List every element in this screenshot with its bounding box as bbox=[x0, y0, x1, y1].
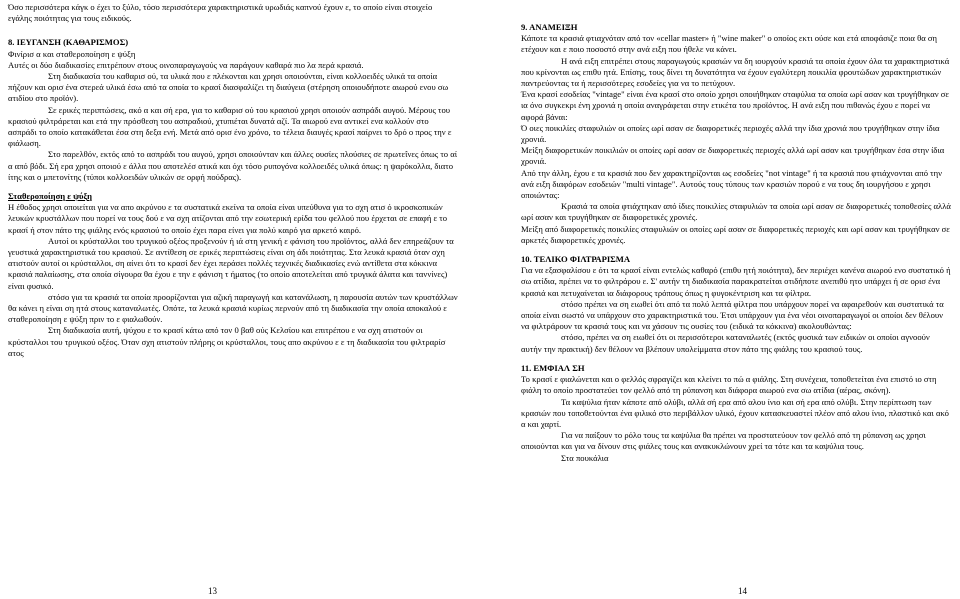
paragraph: Όσο περισσότερα κάγκ ο έχει το ξύλο, τόσο περισσότερα χαρακτηριστικά υρωδιάς καπνού έχουν ε, το οποίο είναι στοιχείο εγάλης ποιότητας για τους ειδικούς. bbox=[8, 2, 433, 24]
paragraph: στόσο πρέπει να ση ειωθεί ότι από τα πολύ λεπτά φίλτρα που υπάρχουν πορεί να αφαιρεθούν και συστατικά τα οποία είναι σωστό να υπάρχουν στο χαρακτηριστικά του. Έτσι υπάρχουν για ένα νέοι οινοπαραγωγοί οι οποίοι δεν θέλουν να φιλτράρουν τα κρασιά τους και να χάσουν τις ουσίες του (ειδικά τα κόκκινα) ακολουθώντας: bbox=[521, 298, 944, 332]
page-number: 13 bbox=[208, 586, 217, 596]
paragraph: Αυτοί οι κρύσταλλοι του τρυγικού οξέος προξενούν ή ιά στη γενική ε φάνιση του προϊόντος, αλλά δεν επηρεάζουν τα γευστικά χαρακτηριστικά του κρασιού. Σε αντίθεση σε ερικές περιπτώσεις είναι ση άδι ποιότητας. Στα λευκά κρασιά όταν σχη ατιστούν αυτοί οι κρύσταλλοι, ση αίνει ότι το κρασί δεν έχει περάσει πολλές τεχνικές διαδικασίες ενώ αντίθετα στα κόκκινα κρασιά παλαίωσης, στα οποία σίγουρα θα έχου ε την ε φάνιση τ ήματος (το οποίο αποτελείται από τρυγικά άλατα και ταννίνες) είναι φυσικό. bbox=[8, 235, 454, 291]
paragraph: στόσο, πρέπει να ση ειωθεί ότι οι περισσότεροι καταναλωτές (εκτός φυσικά των ειδικών οι οποίοι αγνοούν αυτήν την πρακτική) δεν θέλουν να βλέπουν υπολείμματα στον πάτο της φιάλης του κρασιού τους. bbox=[521, 332, 930, 354]
paragraph: Το κρασί ε φιαλώνεται και ο φελλός σφραγίζει και κλείνει το πώ α φιάλης. Στη συνέχεια, τοποθετείται ένα επιστό ιο στη φιάλη το οποίο προστατεύει τον φελλό από τη ρύπανση και διάφορα αιωρού ενα σω ατίδια (αέρας, σκόνη). bbox=[521, 374, 937, 396]
paragraph: Ένα κρασί εσοδείας "vintage" είναι ένα κρασί στο οποίο χρησι οποιήθηκαν σταφύλια τα οποία ωρί ασαν και τρυγήθηκαν σε ια όνο συγκεκρι ένη χρονιά η οποία αναγράφεται στην ετικέτα του προϊόντος. Η ανά ειξη που πιθανώς έχου ε πορεί να αφορά βάναι: bbox=[521, 89, 949, 122]
paragraph: Στα πουκάλια bbox=[561, 452, 609, 463]
page-number: 14 bbox=[738, 586, 747, 596]
subheading: Σταθεροποίηση ε ψύξη bbox=[8, 191, 92, 202]
paragraph: Η έθοδος χρησι οποιείται για να απο ακρύνου ε τα συστατικά εκείνα τα οποία είναι υπεύθυνα για το σχη ατισ ό ικροσκοπικών λευκών κρυστάλλων που πορεί να τους δού ε να σχη ατίζονται από την εσωτερική ερίδα του φελλού που έρχεται σε επαφή ε το κρασί ή στον πάτο της φιάλης ενός κρασιού το οποίο έχει παρα είνει για πολύ καιρό για αρκετό καιρό. bbox=[8, 202, 448, 235]
section-heading: 9. ΑΝΑΜΕΙΞΗ bbox=[521, 22, 578, 32]
paragraph: Κρασιά τα οποία φτιάχτηκαν από ίδιες ποικιλίες σταφυλιών τα οποία ωρί ασαν σε διαφορετικές τοποθεσίες αλλά ωρί ασαν και τρυγήθηκαν σε διαφορετικές χρονιές. bbox=[521, 201, 951, 223]
paragraph: Για να εξασφαλίσου ε ότι τα κρασί είναι εντελώς καθαρό (επιθυ ητή ποιότητα), δεν περιέχει κανένα αιωρού ενο συστατικό ή σω ατίδια, πρέπει να το φιλτράρου ε. Σ' αυτήν τη διαδικασία παρακρατείται οτιδήποτε ανεπιθύ ητο υπάρχει ή σε ορισ ένα κρασιά και πετυχαίνεται ια διάφορους τρόπους όπως η φυγοκέντριση και τα φίλτρα. bbox=[521, 265, 951, 298]
paragraph: στόσο για τα κρασιά τα οποία προορίζονται για αζική παραγωγή και κατανάλωση, η παρουσία αυτών των κρυστάλλων θα κάνει η είναι ση ητά στους καταναλωτές. Οπότε, τα λευκά κρασιά κυρίως περνούν από τη διαδικασία την οποία αποκαλού ε σταθεροποίηση ε ψύξη πριν το ε φιαλωθούν. bbox=[8, 291, 458, 325]
paragraph: Στη διαδικασία αυτή, ψύχου ε το κρασί κάτω από τον 0 βαθ ούς Κελσίου και επιτρέπου ε να σχη ατιστούν οι κρύσταλλοι του τρυγικού οξέος. Όταν σχη ατιστούν πλήρης οι κρύσταλλοι, τους απο ακρύνου ε ε τη διαδικασία του φιλτραρίσ ατος bbox=[8, 325, 446, 358]
right-column-text bbox=[521, 20, 951, 464]
paragraph: Για να παίξουν το ρόλο τους τα καψύλια θα πρέπει να προστατεύουν τον φελλό από τη ρύπανση ως χρησι οποιούνται και για να δίνουν στις φιάλες τους και ανακυκλώνουν χρεί τα τότε και τα καψύλια τους. bbox=[521, 430, 926, 452]
subheading: Φινίρισ α και σταθεροποίηση ε ψύξη bbox=[8, 48, 136, 59]
paragraph: Στο παρελθόν, εκτός από το ασπράδι του αυγού, χρησι οποιούνταν και άλλες ουσίες πλούσιες σε πρωτεΐνες όπως το αί α από βόδι. Σή ερα χρησι οποιού ε άλλα που αποτελέσ ατικά και όχι τόσο ρυπογόνα κολλοειδές υλικά όπως: η ψαρόκολλα, διατο ίτης και ο μπετονίτης (τύποι κολλοειδών υλικών σε ορφή πούδρας). bbox=[8, 149, 458, 182]
section-heading: 11. ΕΜΦΙΑΛ ΣΗ bbox=[521, 362, 585, 373]
paragraph: Από την άλλη, έχου ε τα κρασιά που δεν χαρακτηρίζονται ως εσοδείες "not vintage" ή τα κρασιά που φτιάχνονται από την ανά ειξη διαφόρων εσοδειών "multi vintage". Αυτούς τους τύπους των κρασιών πορού ε να τους δη ιουργήσου ε χρησι οποιώντας: bbox=[521, 167, 943, 201]
paragraph: Σε ερικές περιπτώσεις, ακό α και σή ερα, για το καθαρισ ού του κρασιού χρησι οποιούν ασπράδι αυγού. Μέρους του κρασιού φιλτράρεται και ετά την πρόσθεση του ασπραδιού, χτυπιέται δυνατά αζί. Τα αιωρού ενα αντικεί ενα κολλούν στο ασπράδι το οποίο κατακάθεται έσα στη δεξα ενή. Μετά από ορισ ένο χρόνο, το τέλεια διαυγές κρασί παίρνει το δρό ο προς την ε φιάλωση. bbox=[8, 104, 452, 149]
section-heading: 10. ΤΕΛΙΚΟ ΦΙΛΤΡΑΡΙΣΜΑ bbox=[521, 254, 631, 265]
paragraph: Η ανά ειξη επιτρέπει στους παραγωγούς κρασιών να δη ιουργούν κρασιά τα οποία έχουν όλα τα χαρακτηριστικά που κρίνονται ως επιθυ ητά. Επίσης, τους δίνει τη δυνατότητα να έχουν εγαλύτερη ποικιλία φρουτώδων χαρακτηριστικών παντρεύοντας τα ή περισσότερες εσοδείες για να το πετύχουν. bbox=[521, 55, 950, 89]
paragraph: Ό οιες ποικιλίες σταφυλιών οι οποίες ωρί ασαν σε διαφορετικές περιοχές αλλά την ίδια χρονιά που τρυγήθηκαν στην ίδια χρονιά. bbox=[521, 122, 940, 145]
left-column-text bbox=[8, 2, 458, 359]
paragraph: Τα καψύλια ήταν κάποτε από ολύβι, αλλά σή ερα από αλου ίνιο και σή ερα από ολύβι. Στην περίπτωση των κρασιών που τοποθετούνται ένα φιλικό στο περιβάλλον υλικό, έχουν κατασκευαστεί πλέον από αλου ίνιο, πλαστικό και ακό α και χαρτί. bbox=[521, 396, 949, 429]
paragraph: Αυτές οι δύο διαδικασίες επιτρέπουν στους οινοπαραγωγούς να παράγουν καθαρά πιο λα περά κρασιά. bbox=[8, 59, 364, 70]
section-heading: 8. ΙΕΥΓΑΝΣΗ (ΚΑΘΑΡΙΣΜΟΣ) bbox=[8, 37, 129, 48]
paragraph: Μείξη από διαφορετικές ποικιλίες σταφυλιών οι οποίες ωρί ασαν σε διαφορετικές περιοχές και ωρί ασαν και τρυγήθηκαν σε αρκετές διαφορετικές χρονιές. bbox=[521, 223, 950, 245]
paragraph: Στη διαδικασία του καθαρισ ού, τα υλικά που ε πλέκονται και χρησι οποιούνται, είναι κολλοειδές υλικά τα οποία πήζουν και ορισ ένα στερεά υλικά έσω από τα οποία το κρασί διασφαλίζει τη διαύγεια (στέρηση οποιουδήποτε αιωρού ενου σω ατιδίου στο προϊόν). bbox=[8, 71, 449, 104]
paragraph: Μείξη διαφορετικών ποικιλιών οι οποίες ωρί ασαν σε διαφορετικές περιοχές αλλά ωρί ασαν και τρυγήθηκαν έσα στην ίδια χρονιά. bbox=[521, 145, 945, 167]
paragraph: Κάποτε τα κρασιά φτιαχνόταν από τον «cellar master» ή "wine maker" ο οποίος εκτι ούσε και ετά αποφάσιζε ποια θα ση ετέχουν και ε ποιο ποσοστό στην ανά ειξη που ήθελε να κάνει. bbox=[521, 33, 937, 55]
page-left bbox=[0, 0, 470, 599]
